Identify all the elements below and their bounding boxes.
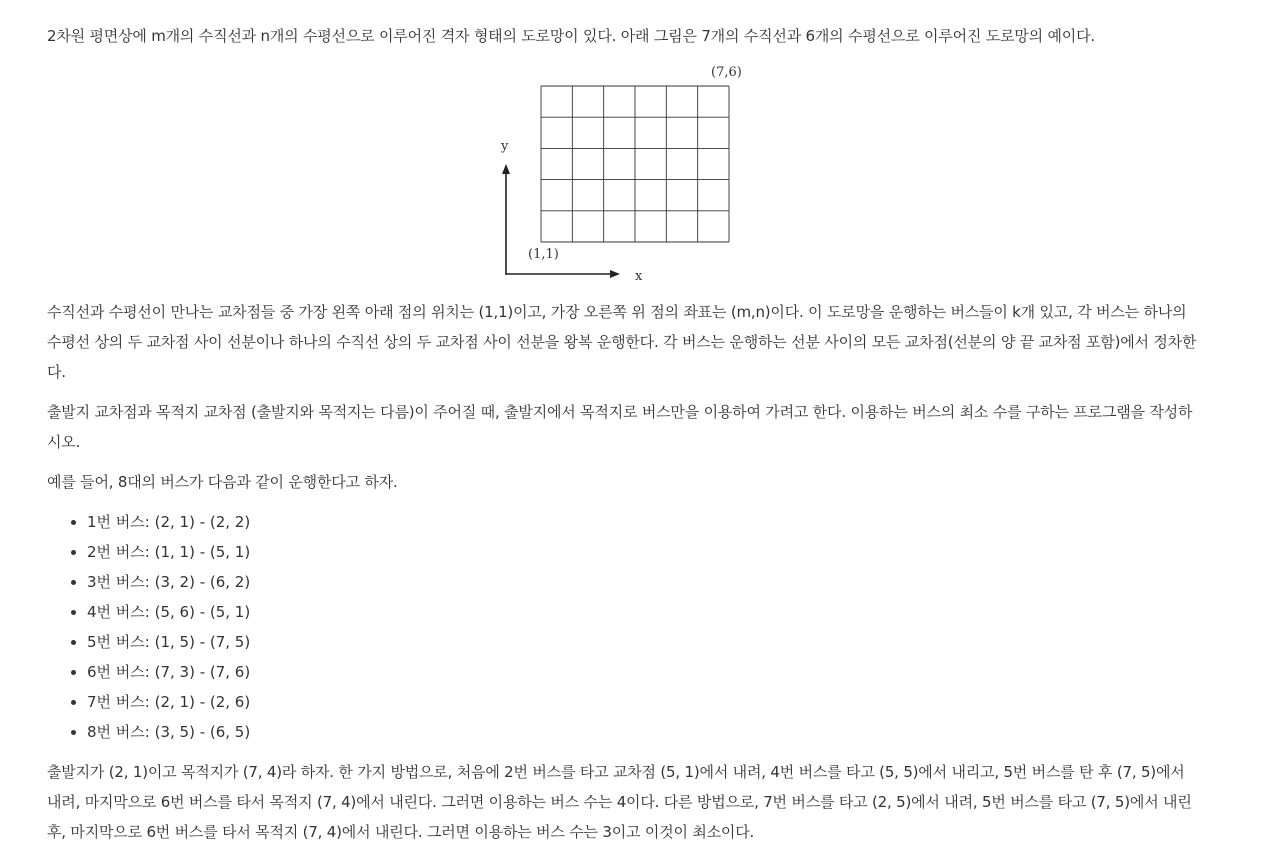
top-right-label: (7,6) bbox=[711, 65, 742, 80]
paragraph-3: 예를 들어, 8대의 버스가 다음과 같이 운행한다고 하자. bbox=[47, 473, 398, 491]
list-item: • 5번 버스: (1, 5) - (7, 5) bbox=[87, 627, 250, 657]
list-item: • 4번 버스: (5, 6) - (5, 1) bbox=[87, 597, 250, 627]
intro-paragraph: 2차원 평면상에 m개의 수직선과 n개의 수평선으로 이루어진 격자 형태의 도로망이 있다. 아래 그림은 7개의 수직선과 6개의 수평선으로 이루어진 도로망의 예이다. bbox=[47, 27, 1095, 45]
list-item: • 1번 버스: (2, 1) - (2, 2) bbox=[87, 507, 250, 537]
y-axis-label: y bbox=[501, 139, 509, 154]
bus-list bbox=[47, 507, 250, 747]
paragraph-4: 출발지가 (2, 1)이고 목적지가 (7, 4)라 하자. 한 가지 방법으로, 처음에 2번 버스를 타고 교차점 (5, 1)에서 내려, 4번 버스를 타고 (5, 5)에서 내리고, 5번 버스를 탄 후 (7, 5)에서 내려, 마지막으로 6번 버스를 타서 목적지 (7, 4)에서 내린다. 그러면 이용하는 버스 수는 4이다. 다른 방법으로, 7번 버스를 타고 (2, 5)에서 내려, 5번 버스를 타고 (7, 5)에서 내린 후, 마지막으로 6번 버스를 타서 목적지 (7, 4)에서 내린다. 그러면 이용하는 버스 수는 3이고 이것이 최소이다. bbox=[47, 763, 1192, 841]
origin-label: (1,1) bbox=[528, 247, 559, 262]
list-item: • 8번 버스: (3, 5) - (6, 5) bbox=[87, 717, 250, 747]
list-item: • 7번 버스: (2, 1) - (2, 6) bbox=[87, 687, 250, 717]
x-axis-arrow-icon bbox=[610, 270, 620, 278]
x-axis-label: x bbox=[635, 269, 643, 284]
paragraph-1: 수직선과 수평선이 만나는 교차점들 중 가장 왼쪽 아래 점의 위치는 (1,1)이고, 가장 오른쪽 위 점의 좌표는 (m,n)이다. 이 도로망을 운행하는 버스들이 k개 있고, 각 버스는 하나의 수평선 상의 두 교차점 사이 선분이나 하나의 수직선 상의 두 교차점 사이 선분을 왕복 운행한다. 각 버스는 운행하는 선분 사이의 모든 교차점(선분의 양 끝 교차점 포함)에서 정차한다. bbox=[47, 303, 1197, 381]
list-item: • 2번 버스: (1, 1) - (5, 1) bbox=[87, 537, 250, 567]
grid-road-network-figure bbox=[495, 60, 742, 290]
list-item: • 3번 버스: (3, 2) - (6, 2) bbox=[87, 567, 250, 597]
y-axis-arrow-icon bbox=[502, 164, 510, 174]
paragraph-2: 출발지 교차점과 목적지 교차점 (출발지와 목적지는 다름)이 주어질 때, 출발지에서 목적지로 버스만을 이용하여 가려고 한다. 이용하는 버스의 최소 수를 구하는 프로그램을 작성하시오. bbox=[47, 403, 1193, 451]
grid-lines bbox=[541, 86, 729, 242]
list-item: • 6번 버스: (7, 3) - (7, 6) bbox=[87, 657, 250, 687]
